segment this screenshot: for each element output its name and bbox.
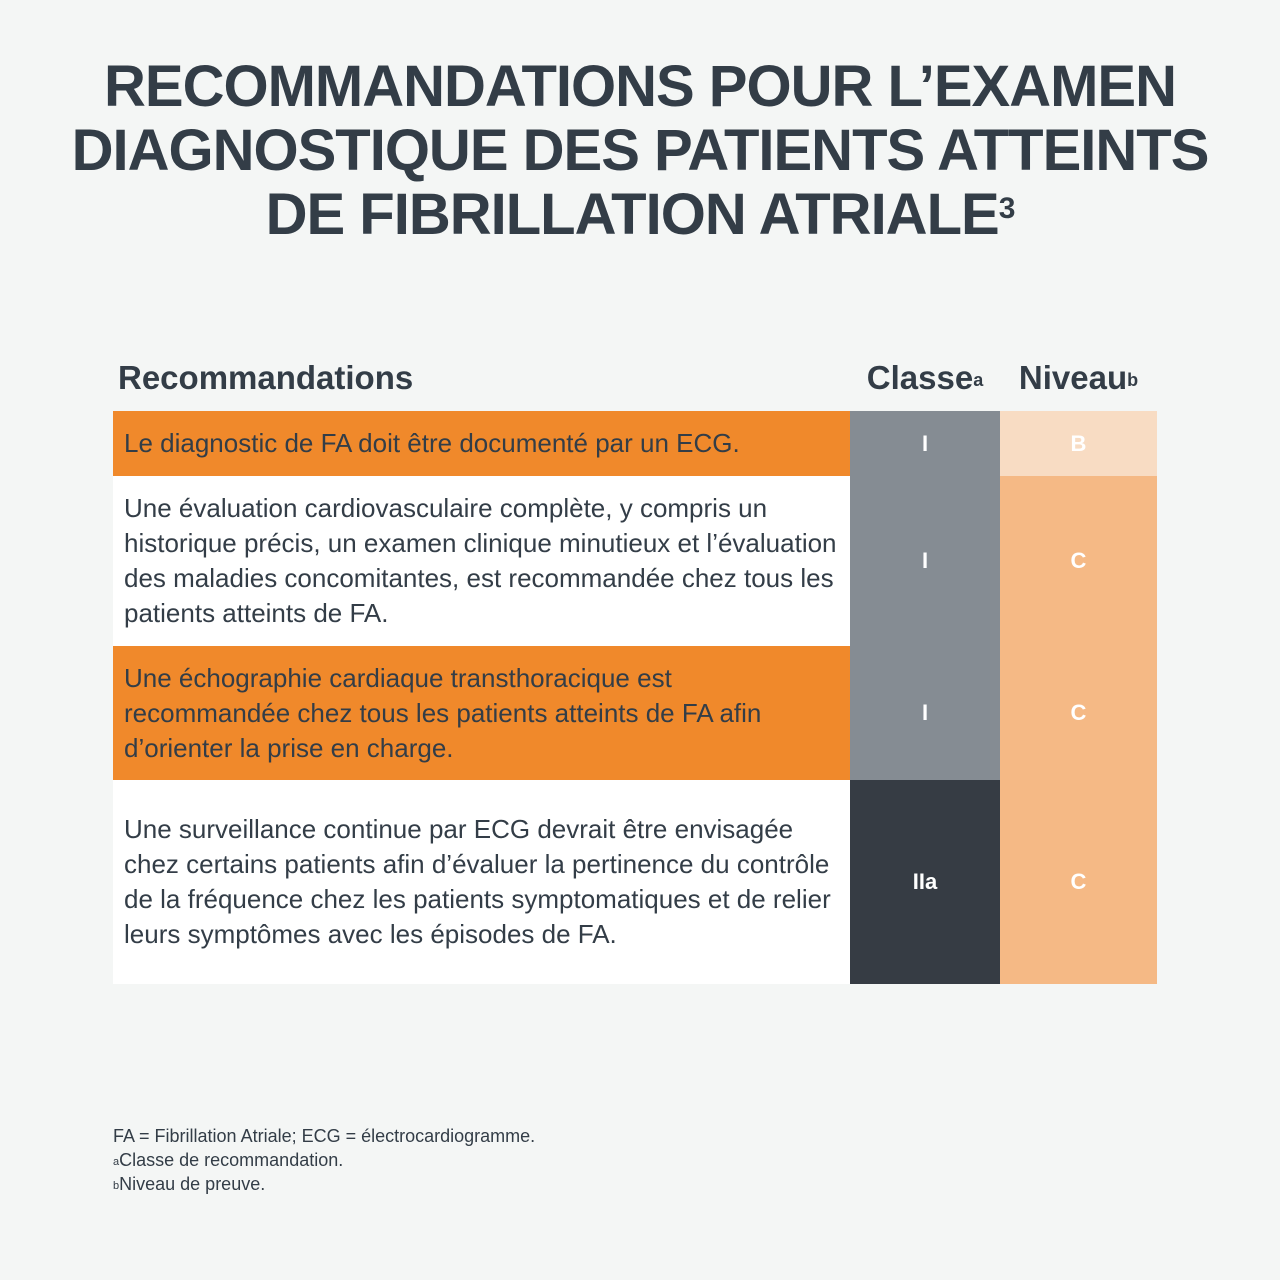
page-title bbox=[0, 55, 1280, 247]
header-classe bbox=[850, 356, 1000, 400]
footnote-b-text: Niveau de preuve. bbox=[119, 1174, 266, 1194]
row-1-recommendation: Le diagnostic de FA doit être documenté par un ECG. bbox=[124, 428, 740, 458]
row-1-classe: I bbox=[850, 411, 1000, 476]
row-3-niveau: C bbox=[1000, 646, 1157, 780]
title-line-1: RECOMMANDATIONS POUR L’EXAMEN bbox=[104, 54, 1176, 119]
row-4-recommendation: Une surveillance continue par ECG devrait être envisagée chez certains patients afin d’évaluer la pertinence du contrôle de la fréquence chez les patients symptomatiques et de relier leurs symptômes avec les épisodes de FA. bbox=[124, 814, 831, 949]
table-row-1-text bbox=[113, 411, 850, 476]
footnote-a-mark: a bbox=[113, 1156, 120, 1168]
table-row-3-text bbox=[113, 646, 850, 780]
row-4-niveau: C bbox=[1000, 780, 1157, 984]
title-line-3-text: DE FIBRILLATION ATRIALE bbox=[265, 182, 999, 247]
header-niveau-sup: b bbox=[1127, 370, 1139, 390]
row-2-recommendation: Une évaluation cardiovasculaire complète, y compris un historique précis, un examen clinique minutieux et l’évaluation des maladies concomitantes, est recommandée chez tous les patients atteints de FA. bbox=[124, 493, 837, 628]
title-line-3 bbox=[0, 183, 1280, 247]
header-niveau bbox=[1000, 356, 1157, 400]
footnote-b-mark: b bbox=[113, 1180, 120, 1192]
table-row-4-text bbox=[113, 780, 850, 984]
row-4-classe: IIa bbox=[850, 780, 1000, 984]
row-2-classe: I bbox=[850, 476, 1000, 646]
title-line-2: DIAGNOSTIQUE DES PATIENTS ATTEINTS bbox=[71, 118, 1209, 183]
header-classe-text: Classe bbox=[866, 359, 974, 396]
row-1-niveau: B bbox=[1000, 411, 1157, 476]
header-recommandations: Recommandations bbox=[118, 359, 414, 396]
row-2-niveau: C bbox=[1000, 476, 1157, 646]
table-row-2-text bbox=[113, 476, 850, 646]
header-niveau-text: Niveau bbox=[1018, 359, 1128, 396]
row-3-classe: I bbox=[850, 646, 1000, 780]
title-reference: 3 bbox=[998, 192, 1015, 225]
footnote-a-text: Classe de recommandation. bbox=[119, 1150, 344, 1170]
header-classe-sup: a bbox=[973, 370, 984, 390]
footnote-b bbox=[113, 1172, 535, 1196]
footnote-a bbox=[113, 1148, 535, 1172]
footnote-abbreviations: FA = Fibrillation Atriale; ECG = électrocardiogramme. bbox=[113, 1126, 536, 1146]
row-3-recommendation: Une échographie cardiaque transthoracique est recommandée chez tous les patients atteints de FA afin d’orienter la prise en charge. bbox=[124, 662, 762, 763]
footnotes bbox=[113, 1124, 535, 1196]
